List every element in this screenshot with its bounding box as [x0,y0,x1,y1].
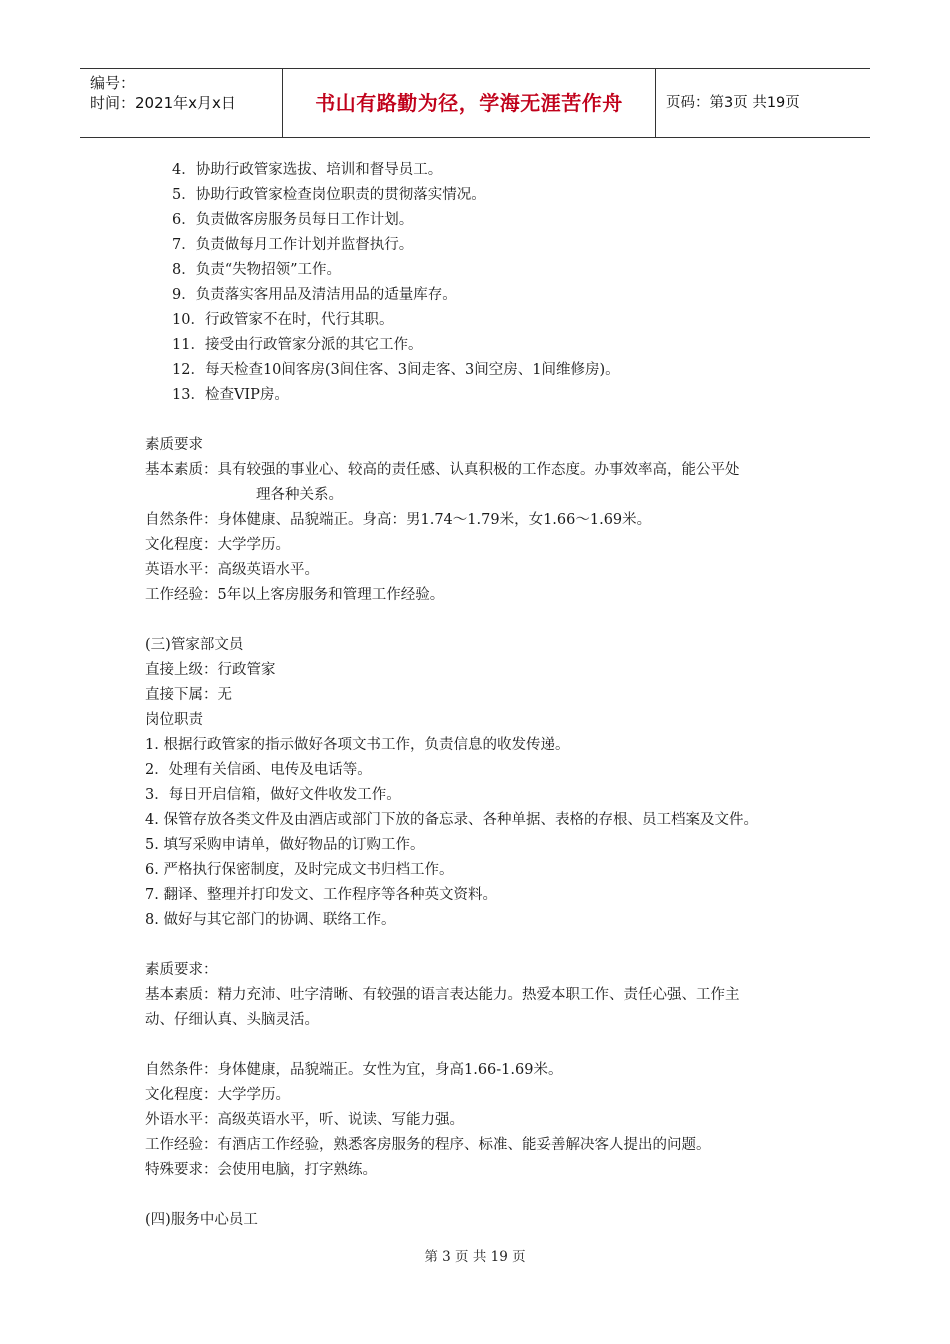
duty-item: 7. 翻译、整理并打印发文、工作程序等各种英文资料。 [145,887,497,903]
header-motto: 书山有路勤为径，学海无涯苦作舟 [315,91,623,115]
duty-item: 11．接受由行政管家分派的其它工作。 [172,337,423,353]
duty-item: 3．每日开启信箱，做好文件收发工作。 [145,787,401,803]
duty-item: 8. 做好与其它部门的协调、联络工作。 [145,912,396,928]
quality-education: 文化程度：大学学历。 [145,1087,290,1103]
page-header [80,68,870,138]
quality-basic-cont: 动、仔细认真、头脑灵活。 [145,1012,319,1028]
duty-item: 10．行政管家不在时，代行其职。 [172,312,394,328]
section-heading: 素质要求： [145,962,218,978]
doc-time-label: 时间：2021年x月x日 [90,94,236,112]
header-page-info: 页码：第3页 共19页 [666,95,800,111]
section-title: (四)服务中心员工 [145,1212,258,1228]
duty-item: 1. 根据行政管家的指示做好各项文书工作，负责信息的收发传递。 [145,737,570,753]
quality-experience: 工作经验：5年以上客房服务和管理工作经验。 [145,587,445,603]
direct-superior: 直接上级：行政管家 [145,662,276,678]
duties-heading: 岗位职责 [145,712,203,728]
duty-item: 6．负责做客房服务员每日工作计划。 [172,212,414,228]
header-motto-cell [283,69,656,137]
duty-item: 2．处理有关信函、电传及电话等。 [145,762,372,778]
quality-education: 文化程度：大学学历。 [145,537,290,553]
duty-item: 7．负责做每月工作计划并监督执行。 [172,237,414,253]
duty-item: 5. 填写采购申请单，做好物品的订购工作。 [145,837,425,853]
quality-language: 外语水平：高级英语水平，听、说读、写能力强。 [145,1112,464,1128]
quality-basic-cont: 理各种关系。 [256,487,343,503]
duty-item: 13．检查VIP房。 [172,387,289,403]
page-footer: 第 3 页 共 19 页 [424,1249,526,1265]
section-title: (三)管家部文员 [145,637,244,653]
header-meta [80,69,283,137]
quality-basic: 基本素质：精力充沛、吐字清晰、有较强的语言表达能力。热爱本职工作、责任心强、工作主 [145,987,740,1003]
quality-english: 英语水平：高级英语水平。 [145,562,319,578]
section-heading: 素质要求 [145,437,203,453]
header-page-cell [656,69,870,137]
duty-item: 12．每天检查10间客房(3间住客、3间走客、3间空房、1间维修房)。 [172,362,620,378]
direct-subordinate: 直接下属：无 [145,687,232,703]
quality-special: 特殊要求：会使用电脑，打字熟练。 [145,1162,377,1178]
doc-number-label: 编号： [90,74,136,92]
quality-basic: 基本素质：具有较强的事业心、较高的责任感、认真积极的工作态度。办事效率高，能公平处 [145,462,740,478]
duty-item: 8．负责“失物招领”工作。 [172,262,342,278]
quality-experience: 工作经验：有酒店工作经验，熟悉客房服务的程序、标准、能妥善解决客人提出的问题。 [145,1137,711,1153]
duty-item: 6. 严格执行保密制度，及时完成文书归档工作。 [145,862,454,878]
duty-item: 4．协助行政管家选拔、培训和督导员工。 [172,162,443,178]
quality-physical: 自然条件：身体健康，品貌端正。女性为宜，身高1.66-1.69米。 [145,1062,563,1078]
duty-item: 4. 保管存放各类文件及由酒店或部门下放的备忘录、各种单据、表格的存根、员工档案及文件。 [145,812,758,828]
duty-item: 9．负责落实客用品及清洁用品的适量库存。 [172,287,457,303]
duty-item: 5．协助行政管家检查岗位职责的贯彻落实情况。 [172,187,486,203]
quality-physical: 自然条件：身体健康、品貌端正。身高：男1.74～1.79米，女1.66～1.69米。 [145,512,652,528]
